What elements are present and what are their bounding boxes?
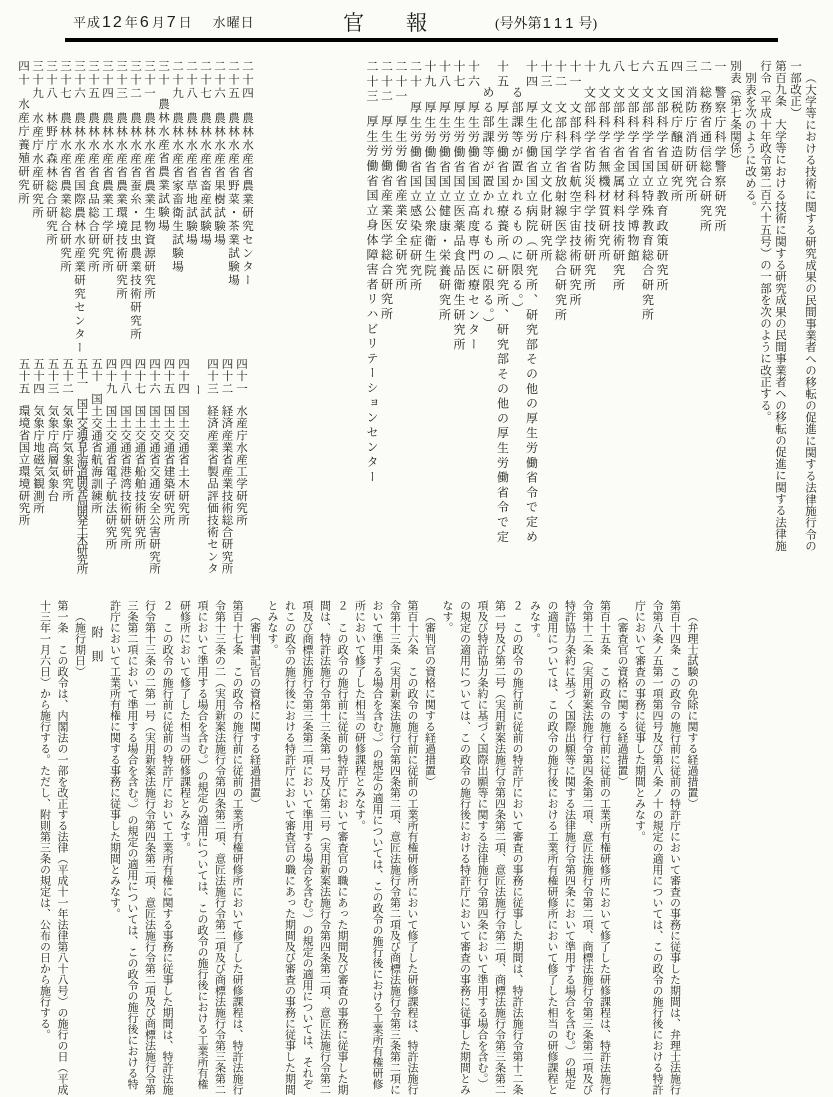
appendix-item: 十七厚生労働省国立医薬品食品衛生研究所 xyxy=(452,60,466,353)
month-value: 6 xyxy=(139,14,151,31)
appendix-item: 三十九水産庁水産研究所 xyxy=(31,60,43,220)
appendix-item: 六文部科学省国立特殊教育総合研究所 xyxy=(640,60,655,323)
appendix-item: 五文部科学省国立教育政策研究所 xyxy=(655,60,669,294)
appendix-item: 十文部科学省防災科学技術研究所 xyxy=(582,60,597,294)
day-value: 7 xyxy=(166,14,178,31)
day-unit: 日 xyxy=(178,15,193,30)
supplementary-rules-title: 附 則 xyxy=(90,626,104,663)
appendix-item: 四十八国土交通省港湾技術研究所 xyxy=(119,358,131,551)
appendix-item: 十三文化庁国立文化財研究所 xyxy=(539,60,553,264)
provision-heading-shinpanshokikan: （審判書記官の資格に関する経過措置） xyxy=(248,611,261,809)
provision-art115: 第百十五条 この政令の施行前に従前の工業所有権研修所において修了した研修課程は、特許法施行令第十二条（実用新案法施行令第四条第二項、意匠法施行令第二項、商標法施行令第三条第二項及び特許協力条約に基づく国際出願等に関する法律施行令第四条において準用する場合を含む。）の規定の適用については、この政令の施行後における工業所有権研修所において修了した相当の研修課程とみなす。 xyxy=(528,600,611,1095)
provision-heading-shinpankan: （審判官の資格に関する経過措置） xyxy=(423,611,436,787)
appendix-item: 四十六国土交通省交通安全公害研究所 xyxy=(148,358,160,575)
year-unit: 年 xyxy=(124,15,139,30)
appendix-band-upper xyxy=(16,60,254,360)
provision-art114: 第百十四条 この政令の施行前に従前の特許庁において審査の事務に従事した期間は、弁理士法施行令第八条ノ五第一項第四号及び第八条ノ十の規定の適用については、この政令の施行後における特許庁において審査の事務に従事した期間とみなす。 xyxy=(633,600,681,1095)
appendix-item: 五十国土交通省航海訓練所 xyxy=(90,358,102,515)
appendix-item: 二十二厚生労働省産業医学総合研究所 xyxy=(379,60,394,323)
appendix-item: 四十二経済産業省産業技術総合研究所 xyxy=(220,358,233,575)
appendix-item: 三十農林水産省農業試験場 xyxy=(157,60,169,233)
appendix-item: 二十五農林水産省野菜・茶業試験場 xyxy=(227,60,239,287)
appendix-item: 八文部科学省金属材料技術研究所 xyxy=(611,60,626,294)
page-title: 官報 xyxy=(343,11,469,35)
appendix-item: 七文部科学省国立科学博物館 xyxy=(626,60,640,264)
appendix-item: 三十七農林水産省農業総合研究所 xyxy=(59,60,71,274)
provision-art1: 第一条 この政令は、内閣法の一部を改正する法律（平成十一年法律第八十八号）の施行の日（平成十三年一月六日）から施行する。ただし、附則第三条の規定は、公布の日から施行する。 xyxy=(38,600,68,1095)
appendix-item: 四十三経済産業省製品評価技術センター xyxy=(191,358,218,575)
appendix-item: 五十四気象庁地磁気観測所 xyxy=(32,358,44,515)
appendix-item: 五十五環境省国立環境研究所 xyxy=(17,358,30,527)
appendix-item: 二十一厚生労働省産業安全研究所 xyxy=(394,60,408,294)
amendment-heading: （大学等における技術に関する研究成果の民間事業者への移転の促進に関する法律施行令の一部改正） xyxy=(789,60,816,552)
appendix-item: 二十六農林水産省果樹試験場 xyxy=(213,60,225,247)
appendix-item: 五十三気象庁高層気象台 xyxy=(46,358,59,503)
appendix-caption: 別表（第七条関係） xyxy=(729,60,741,166)
appendix-item: 四十九国土交通省電子航法研究所 xyxy=(104,358,117,551)
provisions-section xyxy=(35,600,700,1097)
appendix-item: 一警察庁科学警察研究所 xyxy=(713,60,727,234)
appendix-item: 二十三厚生労働省国立身体障害者リハビリテーションセンター xyxy=(365,60,379,486)
appendix-item: 五十二気象庁気象研究所 xyxy=(61,358,73,503)
article-109: 第百九条 大学等における技術に関する研究成果の民間事業者への移転の促進に関する法律施行令（平成十年政令第二百六十五号）の一部を次のように改正する。 xyxy=(759,60,786,552)
appendix-item: 五十一国土交通省北海道開発局開発土木研究所 xyxy=(75,358,88,573)
provision-heading-benrishi: （弁理士試験の免除に関する経過措置） xyxy=(686,611,698,809)
month-unit: 月 xyxy=(151,15,166,30)
appendix-item: 三十八林野庁森林総合研究所 xyxy=(45,60,57,247)
masthead xyxy=(65,6,778,42)
appendix-item: 四十七国土交通省船舶技術研究所 xyxy=(133,358,146,551)
appendix-band-lower xyxy=(16,358,248,580)
appendix-item: 二十九農林水産省家畜衛生試験場 xyxy=(171,60,183,274)
provision-heading-shinsakan: （審査官の資格に関する経過措置） xyxy=(616,611,628,787)
appendix-item: 二十七農林水産省畜産試験場 xyxy=(199,60,211,247)
appendix-item: 十二文部科学省放射線医学総合研究所 xyxy=(553,60,568,323)
appendix-item: 三十六農林水産省国際農林水産業研究センター xyxy=(73,60,85,355)
issue-prefix: (号外第 xyxy=(495,17,542,32)
appendix-item: 四十五国土交通省建築研究所 xyxy=(162,358,175,527)
issue-number xyxy=(495,13,597,33)
appendix-item: 四国税庁醸造研究所 xyxy=(669,60,684,205)
provision-art117-para2: ２ この政令の施行前に従前の特許庁において工業所有権に関する事務に従事した期間は、特許法施行令第十三条の二第一号（実用新案法施行令第四条第二項、意匠法施行令第二項及び商標法施行令第三条第二項において準用する場合を含む。）の規定の適用については、この政令の施行後における特許庁において工業所有権に関する事務に従事した期間とみなす。 xyxy=(108,600,173,1095)
appendix-item: 四十水産庁養殖研究所 xyxy=(17,60,29,206)
appendix-item: 三十一農林水産省農業生物資源研究所 xyxy=(143,60,155,301)
year-value: 12 xyxy=(102,14,124,31)
appendix-item: 二十四農林水産省農業研究センター xyxy=(241,60,253,287)
provision-art116-para2: ２ この政令の施行前に従前の特許庁において審査官の職にあった期間及び審査の事務に従事した期間は、特許法施行令第十三条第一号及び第二号（実用新案法施行令第四条第二項、意匠法施行令第二項及び商標法施行令第三条第二項において準用する場合を含む。）の規定の適用については、それぞれこの政令の施行後における特許庁において審査官の職にあった期間及び審査の事務に従事した期間とみなす。 xyxy=(266,600,348,1095)
publication-date xyxy=(73,12,255,32)
provision-art116: 第百十六条 この政令の施行前に従前の工業所有権研修所において修了した研修課程は、特許法施行令第十三条（実用新案法施行令第四条第二項、意匠法施行令第二項及び商標法施行令第三条第二項において準用する場合を含む。）の規定の適用については、この政令の施行後における工業所有権研修所において修了した相当の研修課程とみなす。 xyxy=(353,600,418,1095)
appendix-item: 二十厚生労働省国立感染症研究所 xyxy=(408,60,423,294)
appendix-item: 二総務省通信総合研究所 xyxy=(698,60,713,234)
weekday-label: 水曜日 xyxy=(212,15,255,30)
issue-suffix: 号) xyxy=(578,17,598,32)
appendix-item: 三十二農林水産省蚕糸・昆虫農業技術研究所 xyxy=(129,60,141,341)
appendix-item: 三十四農林水産省農業工学研究所 xyxy=(101,60,113,274)
amend-instruction: 別表を次のように改める。 xyxy=(744,71,756,212)
appendix-item: 十四厚生労働省国立病院（研究所、研究部その他の厚生労働省令で定める部課等が置かれるものに限る。） xyxy=(510,60,539,545)
amendment-section xyxy=(365,60,818,557)
appendix-item: 九文部科学省無機材質研究所 xyxy=(597,60,611,264)
appendix-item: 十八厚生労働省国立健康・栄養研究所 xyxy=(437,60,452,323)
appendix-item: 四十一水産庁水産工学研究所 xyxy=(235,358,247,527)
provision-heading-shikojitsu: （施行期日） xyxy=(73,611,86,677)
appendix-item: 三十五農林水産省食品総合研究所 xyxy=(87,60,99,274)
appendix-item: 十一文部科学省航空宇宙技術研究所 xyxy=(568,60,582,308)
era-label: 平成 xyxy=(73,15,102,30)
appendix-item: 三消防庁消防研究所 xyxy=(684,60,698,205)
appendix-item: 十九厚生労働省国立公衆衛生院 xyxy=(423,60,437,279)
appendix-item: 四十四国土交通省土木研究所 xyxy=(177,358,189,527)
provision-art115-para2: ２ この政令の施行前に従前の特許庁において審査の事務に従事した期間は、特許法施行令第十二条第一号及び第二号（実用新案法施行令第四条第二項、意匠法施行令第二項、商標法施行令第三条第二項及び特許協力条約に基づく国際出願等に関する法律施行令第四条において準用する場合を含む。）の規定の適用については、この政令の施行後における特許庁において審査の事務に従事した期間とみなす。 xyxy=(441,600,523,1095)
provision-art117: 第百十七条 この政令の施行前に従前の工業所有権研修所において修了した研修課程は、特許法施行令第十三条の二（実用新案法施行令第四条第二項、意匠法施行令第二項及び商標法施行令第三条第二項において準用する場合を含む。）の規定の適用については、この政令の施行後における工業所有権研修所において修了した相当の研修課程とみなす。 xyxy=(178,600,243,1095)
appendix-item: 十五厚生労働省国立療養所（研究所、研究部その他の厚生労働省令で定める部課等が置かれるものに限る。） xyxy=(481,60,510,545)
appendix-item: 十六厚生労働省国立高度専門医療センター xyxy=(466,60,481,353)
appendix-item: 三十三農林水産省農業環境技術研究所 xyxy=(115,60,127,301)
issue-digits: 111 xyxy=(542,15,578,32)
appendix-item: 二十八農林水産省草地試験場 xyxy=(185,60,197,247)
